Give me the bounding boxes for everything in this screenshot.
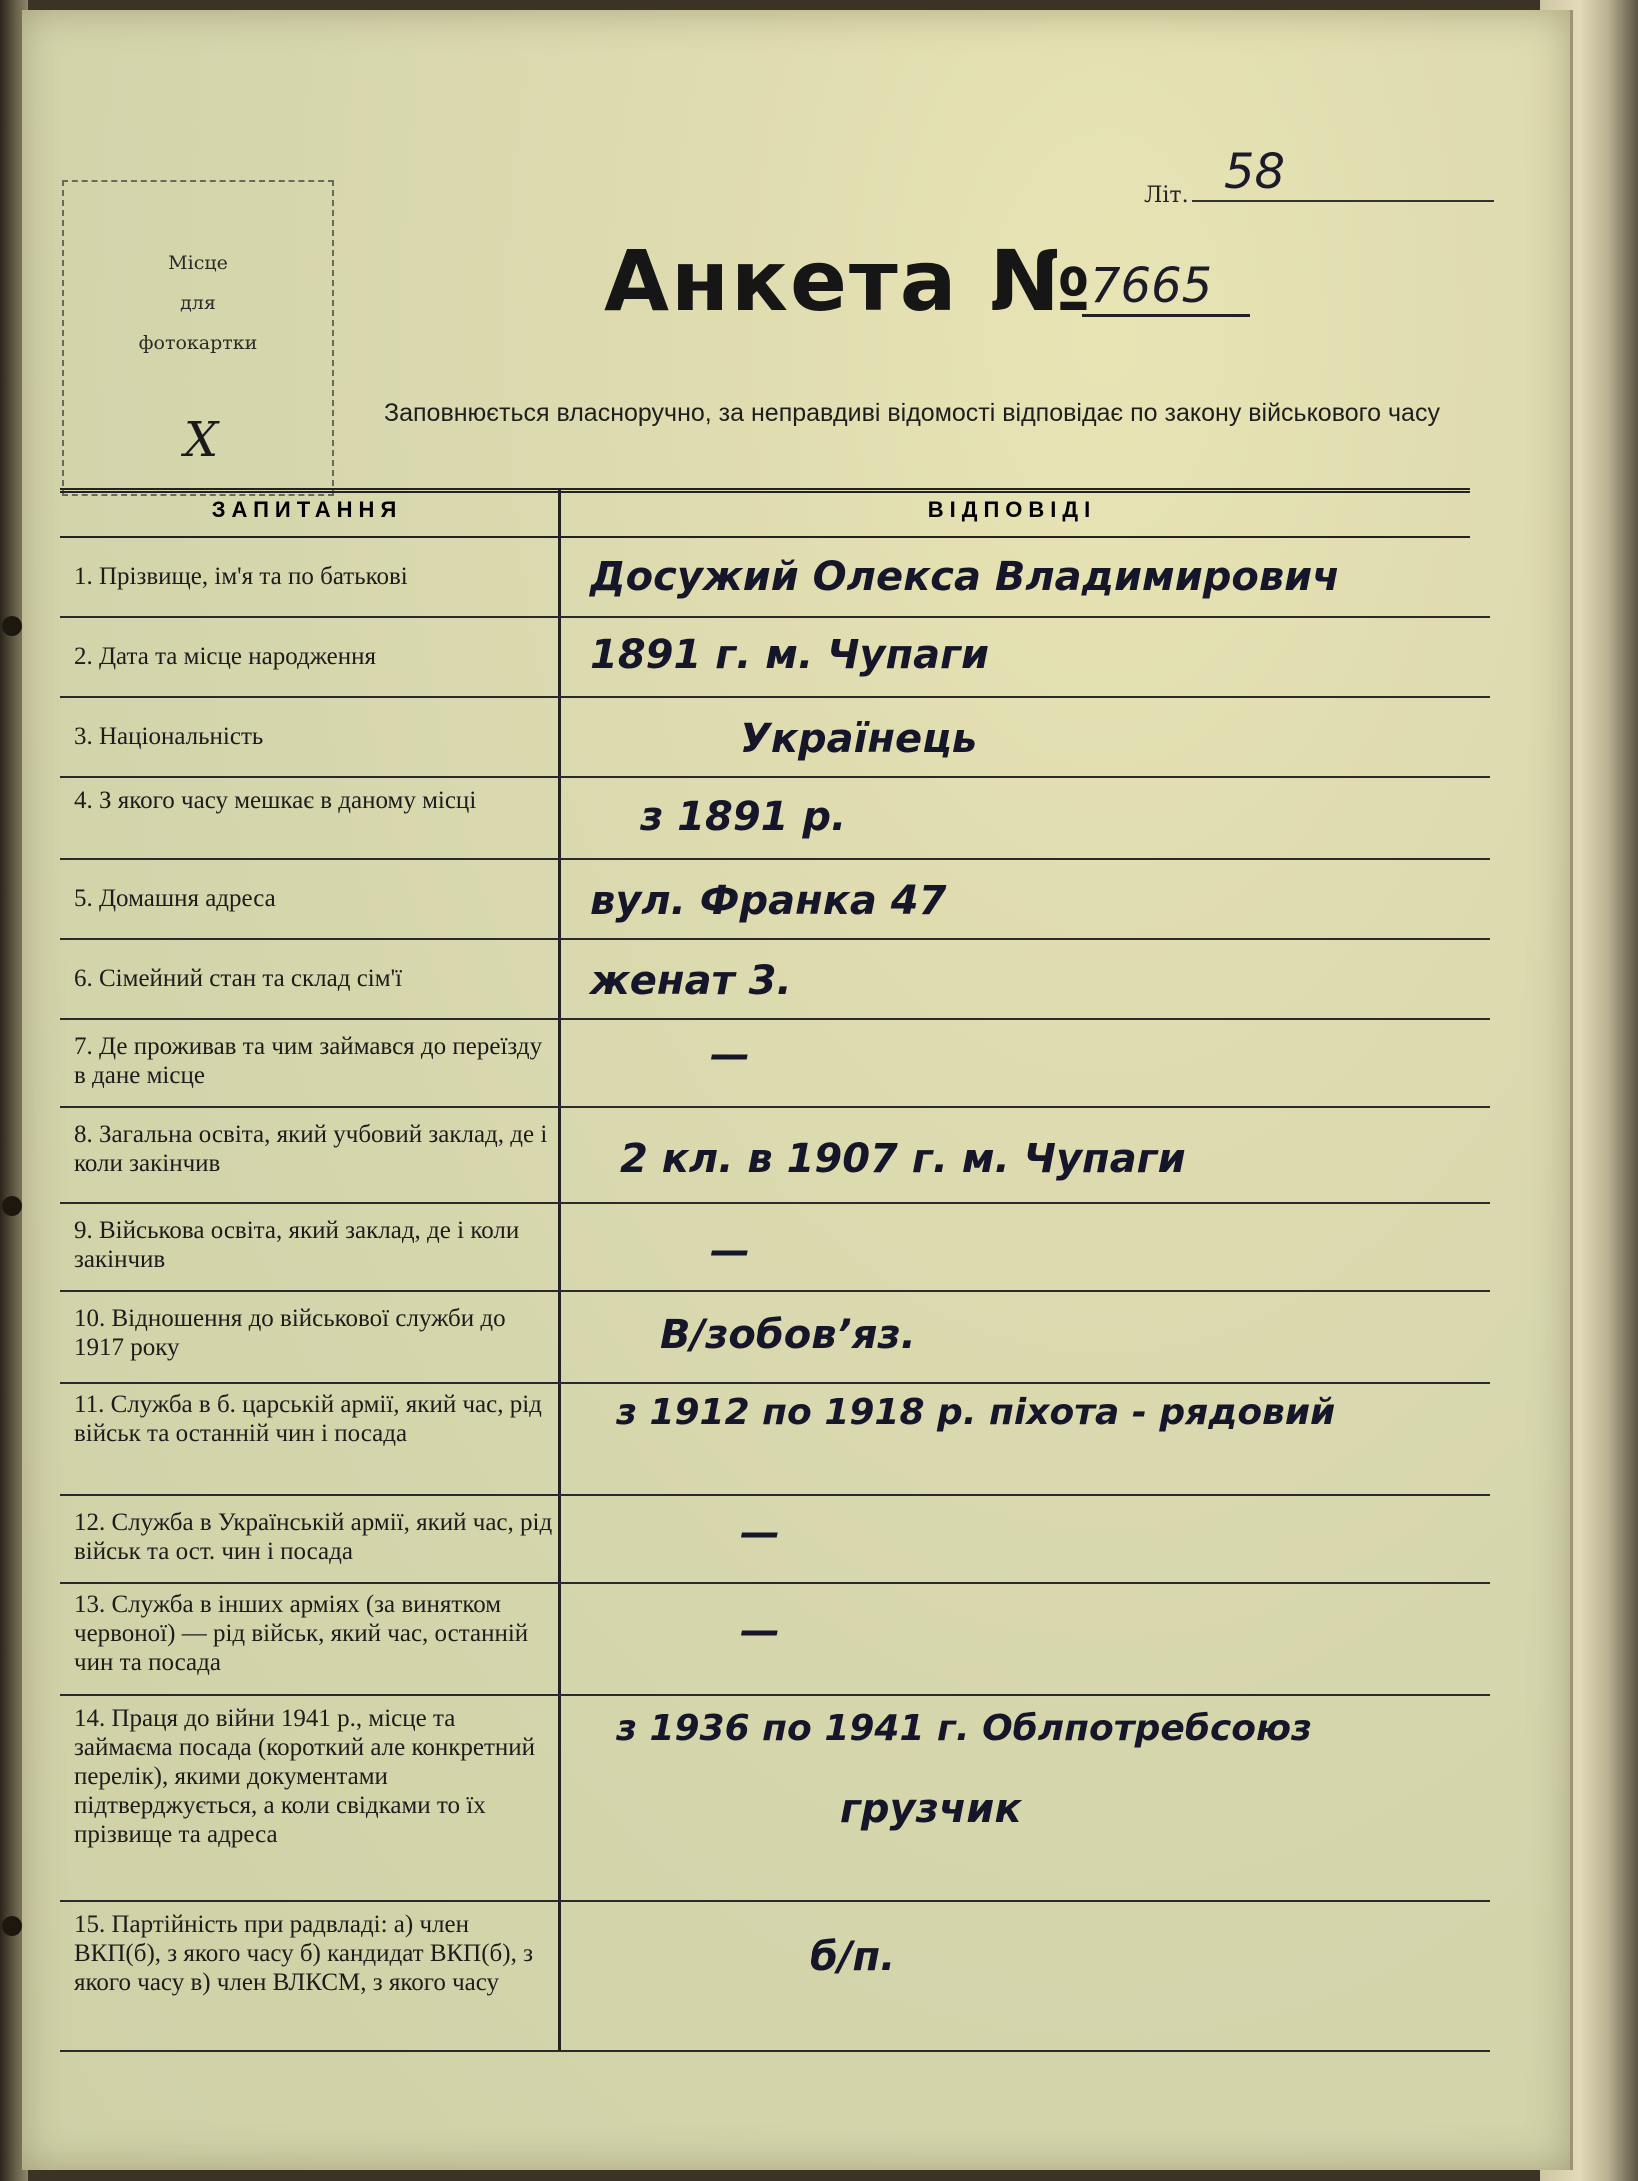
photo-label-3: фотокартки	[138, 332, 258, 354]
answer-4: з 1891 р.	[640, 794, 847, 840]
question-6: 6. Сімейний стан та склад сім'ї	[74, 965, 403, 992]
form-number: 7665	[1082, 258, 1250, 317]
answer-9: —	[710, 1228, 750, 1274]
answer-7: —	[710, 1032, 750, 1078]
question-1: 1. Прізвище, ім'я та по батькові	[74, 563, 408, 590]
question-8: 8. Загальна освіта, який учбовий заклад, де і коли закінчив	[74, 1121, 548, 1177]
table-row	[60, 1202, 1490, 1292]
table-row	[60, 1018, 1490, 1108]
table-row	[60, 1382, 1490, 1496]
question-14: 14. Праця до війни 1941 р., місце та займаєма посада (короткий але конкретний перелік), якими документами підтверджується, а коли свідками то їх прізвище та адреса	[74, 1705, 536, 1848]
table-row	[60, 1494, 1490, 1584]
question-13: 13. Служба в інших арміях (за винятком червоної) — рід військ, який час, останній чин та посада	[74, 1591, 529, 1676]
table-row	[60, 1106, 1490, 1204]
answer-12: —	[740, 1510, 780, 1556]
answer-2: 1891 г. м. Чупаги	[590, 632, 990, 678]
question-5: 5. Домашня адреса	[74, 885, 276, 912]
table-top-rule	[60, 488, 1470, 493]
question-7: 7. Де проживав та чим займався до переїзду в дане місце	[74, 1033, 543, 1089]
question-12: 12. Служба в Українській армії, який час, рід військ та ост. чин і посада	[74, 1509, 553, 1565]
answer-10: В/зобовʼяз.	[660, 1312, 916, 1358]
form-title: Анкета №	[604, 232, 1093, 330]
question-9: 9. Військова освіта, який заклад, де і коли закінчив	[74, 1217, 520, 1273]
table-row	[60, 1290, 1490, 1384]
answers-header: ВІДПОВІДІ	[927, 497, 1097, 522]
question-3: 3. Національність	[74, 723, 264, 750]
question-10: 10. Відношення до військової служби до 1917 року	[74, 1305, 506, 1361]
table-row	[60, 616, 1490, 698]
answer-3: Українець	[740, 716, 978, 762]
answer-14-line2: грузчик	[840, 1786, 1022, 1832]
answer-5: вул. Франка 47	[590, 878, 947, 924]
questionnaire-page	[22, 10, 1573, 2170]
answer-8: 2 кл. в 1907 г. м. Чупаги	[620, 1136, 1186, 1182]
form-subtitle: Заповнюється власноручно, за неправдиві відомості відповідає по закону військового часу	[384, 399, 1440, 427]
answer-6: женат 3.	[590, 958, 792, 1004]
answer-15: б/п.	[810, 1934, 896, 1980]
table-row	[60, 1900, 1490, 2052]
question-11: 11. Служба в б. царській армії, який час, рід військ та останній чин і посада	[74, 1391, 542, 1447]
sheet-label: Літ.	[1144, 183, 1189, 208]
table-row	[60, 1582, 1490, 1696]
answer-1: Досужий Олекса Владимирович	[590, 554, 1340, 600]
question-15: 15. Партійність при радвладі: а) член ВКП(б), з якого часу б) кандидат ВКП(б), з якого часу в) член ВЛКСМ, з якого часу	[74, 1911, 533, 1996]
answer-14: з 1936 по 1941 г. Облпотребсоюз	[616, 1708, 1312, 1749]
table-row	[60, 938, 1490, 1020]
answer-13: —	[740, 1608, 780, 1654]
table-row	[60, 1694, 1490, 1902]
table-row	[60, 776, 1490, 860]
question-4: 4. З якого часу мешкає в даному місці	[74, 787, 477, 814]
photo-label-1: Місце	[168, 252, 228, 274]
photo-handwritten-mark: X	[184, 412, 219, 468]
table-row	[60, 696, 1490, 778]
photo-placeholder	[62, 180, 334, 496]
table-row	[60, 858, 1490, 940]
sheet-number: 58	[1192, 144, 1494, 202]
question-2: 2. Дата та місце народження	[74, 643, 377, 670]
photo-label-2: для	[180, 292, 216, 314]
table-row	[60, 536, 1490, 618]
answer-11: з 1912 по 1918 р. піхота - рядовий	[616, 1392, 1336, 1433]
questions-header: ЗАПИТАННЯ	[211, 497, 403, 522]
